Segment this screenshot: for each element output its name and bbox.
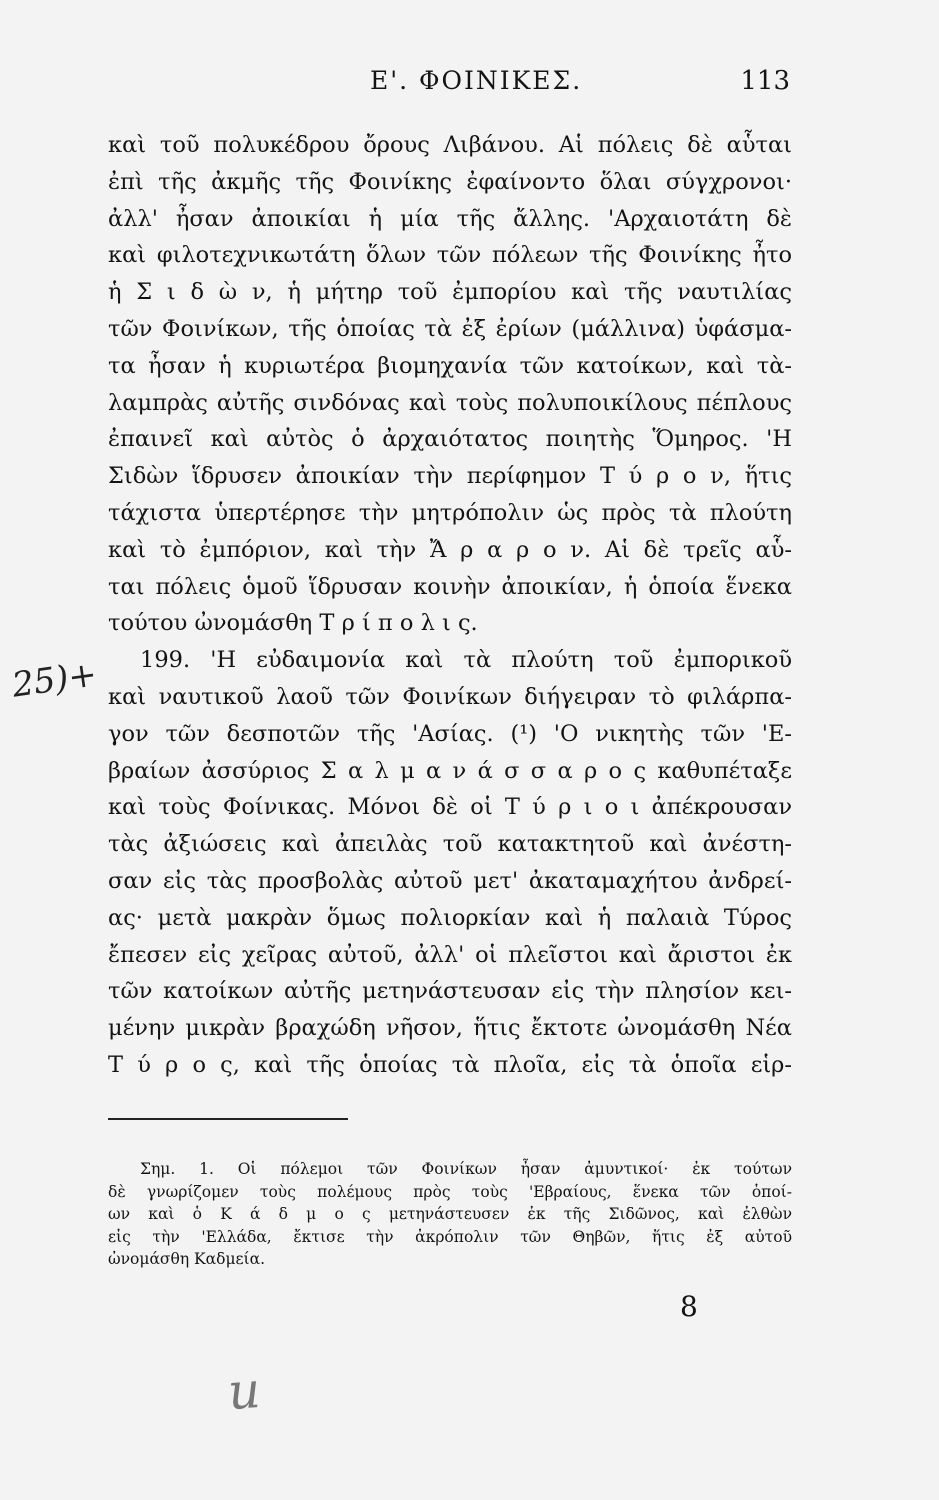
text-line: τούτου ὠνομάσθη Τ ρ ί π ο λ ι ς. bbox=[108, 610, 478, 637]
signature-mark: 8 bbox=[680, 1290, 698, 1323]
handwritten-margin-note: 25)+ bbox=[9, 654, 100, 706]
text-line: τὰς ἀξιώσεις καὶ ἀπειλὰς τοῦ κατακτητοῦ καὶ ἀνέστη- bbox=[108, 831, 792, 858]
footnote-rule bbox=[108, 1118, 348, 1120]
text-line: τῶν Φοινίκων, τῆς ὁποίας τὰ ἐξ ἐρίων (μάλλινα) ὑφάσμα- bbox=[108, 315, 792, 342]
text-line: βραίων ἀσσύριος Σ α λ μ α ν ά σ σ α ρ ο ς καθυπέταξε bbox=[108, 757, 792, 784]
text-line: καὶ τοὺς Φοίνικας. Μόνοι δὲ οἱ Τ ύ ρ ι ο ι ἀπέκρουσαν bbox=[108, 794, 792, 821]
text-line: Σιδὼν ἵδρυσεν ἀποικίαν τὴν περίφημον Τ ύ ρ ο ν, ἥτις bbox=[108, 463, 792, 490]
text-line: ἔπεσεν εἰς χεῖρας αὐτοῦ, ἀλλ' οἱ πλεῖστοι καὶ ἄριστοι ἐκ bbox=[108, 941, 792, 968]
text-line: καὶ ναυτικοῦ λαοῦ τῶν Φοινίκων διήγειραν τὸ φιλάρπα- bbox=[108, 683, 792, 710]
page-number: 113 bbox=[740, 66, 790, 96]
paragraph-start-line: 199. 'Η εὐδαιμονία καὶ τὰ πλούτη τοῦ ἐμπορικοῦ bbox=[140, 647, 792, 674]
text-line: τῶν κατοίκων αὐτῆς μετηνάστευσαν εἰς τὴν πλησίον κει- bbox=[108, 978, 792, 1005]
text-line: ἐπὶ τῆς ἀκμῆς τῆς Φοινίκης ἐφαίνοντο ὅλαι σύγχρονοι· bbox=[108, 168, 792, 195]
text-line: καὶ τοῦ πολυκέδρου ὄρους Λιβάνου. Αἱ πόλεις δὲ αὗται bbox=[108, 132, 792, 158]
text-line: καὶ τὸ ἐμπόριον, καὶ τὴν Ἄ ρ α ρ ο ν. Αἱ δὲ τρεῖς αὗ- bbox=[108, 536, 792, 563]
text-line: γον τῶν δεσποτῶν τῆς 'Ασίας. (¹) 'Ο νικητὴς τῶν 'Ε- bbox=[108, 720, 792, 747]
running-title: Ε'. ΦΟΙΝΙΚΕΣ. bbox=[370, 66, 583, 95]
text-line: λαμπρὰς αὐτῆς σινδόνας καὶ τοὺς πολυποικίλους πέπλους bbox=[108, 389, 792, 416]
footnote-line: ων καὶ ὁ Κ ά δ μ ο ς μετηνάστευσεν ἐκ τῆς Σιδῶνος, καὶ ἐλθὼν bbox=[108, 1205, 792, 1223]
text-line: σαν εἰς τὰς προσβολὰς αὐτοῦ μετ' ἀκαταμαχήτου ἀνδρεί- bbox=[108, 867, 792, 894]
footnote-line: ὠνομάσθη Καδμεία. bbox=[108, 1250, 266, 1268]
footnote-line: δὲ γνωρίζομεν τοὺς πολέμους πρὸς τοὺς 'Εβραίους, ἕνεκα τῶν ὁποί- bbox=[108, 1182, 792, 1201]
pencil-mark: u bbox=[226, 1360, 263, 1422]
footnote-line: εἰς τὴν 'Ελλάδα, ἔκτισε τὴν ἀκρόπολιν τῶν Θηβῶν, ἥτις ἐξ αὐτοῦ bbox=[108, 1227, 792, 1246]
text-line: ται πόλεις ὁμοῦ ἵδρυσαν κοινὴν ἀποικίαν, ἡ ὁποία ἕνεκα bbox=[108, 573, 792, 600]
body-text bbox=[108, 127, 792, 1084]
text-line: ἀλλ' ἦσαν ἀποικίαι ἡ μία τῆς ἄλλης. 'Αρχαιοτάτη δὲ bbox=[108, 205, 792, 232]
footnotes bbox=[108, 1158, 792, 1271]
text-line: τα ἦσαν ἡ κυριωτέρα βιομηχανία τῶν κατοίκων, καὶ τὰ- bbox=[108, 352, 792, 379]
text-line: ας· μετὰ μακρὰν ὅμως πολιορκίαν καὶ ἡ παλαιὰ Τύρος bbox=[108, 904, 792, 931]
footnote-line: Σημ. 1. Οἱ πόλεμοι τῶν Φοινίκων ἦσαν ἀμυντικοί· ἐκ τούτων bbox=[140, 1160, 792, 1178]
text-line: καὶ φιλοτεχνικωτάτη ὅλων τῶν πόλεων τῆς Φοινίκης ἦτο bbox=[108, 242, 792, 269]
page-header bbox=[100, 66, 790, 102]
text-line: ἡ Σ ι δ ὼ ν, ἡ μήτηρ τοῦ ἐμπορίου καὶ τῆς ναυτιλίας bbox=[108, 279, 792, 306]
text-line: ἐπαινεῖ καὶ αὐτὸς ὁ ἀρχαιότατος ποιητὴς Ὅμηρος. 'Η bbox=[108, 426, 792, 453]
text-line: Τ ύ ρ ο ς, καὶ τῆς ὁποίας τὰ πλοῖα, εἰς τὰ ὁποῖα εἱρ- bbox=[108, 1051, 792, 1078]
text-line: τάχιστα ὑπερτέρησε τὴν μητρόπολιν ὡς πρὸς τὰ πλούτη bbox=[108, 499, 792, 526]
text-line: μένην μικρὰν βραχώδη νῆσον, ἥτις ἔκτοτε ὠνομάσθη Νέα bbox=[108, 1015, 792, 1042]
